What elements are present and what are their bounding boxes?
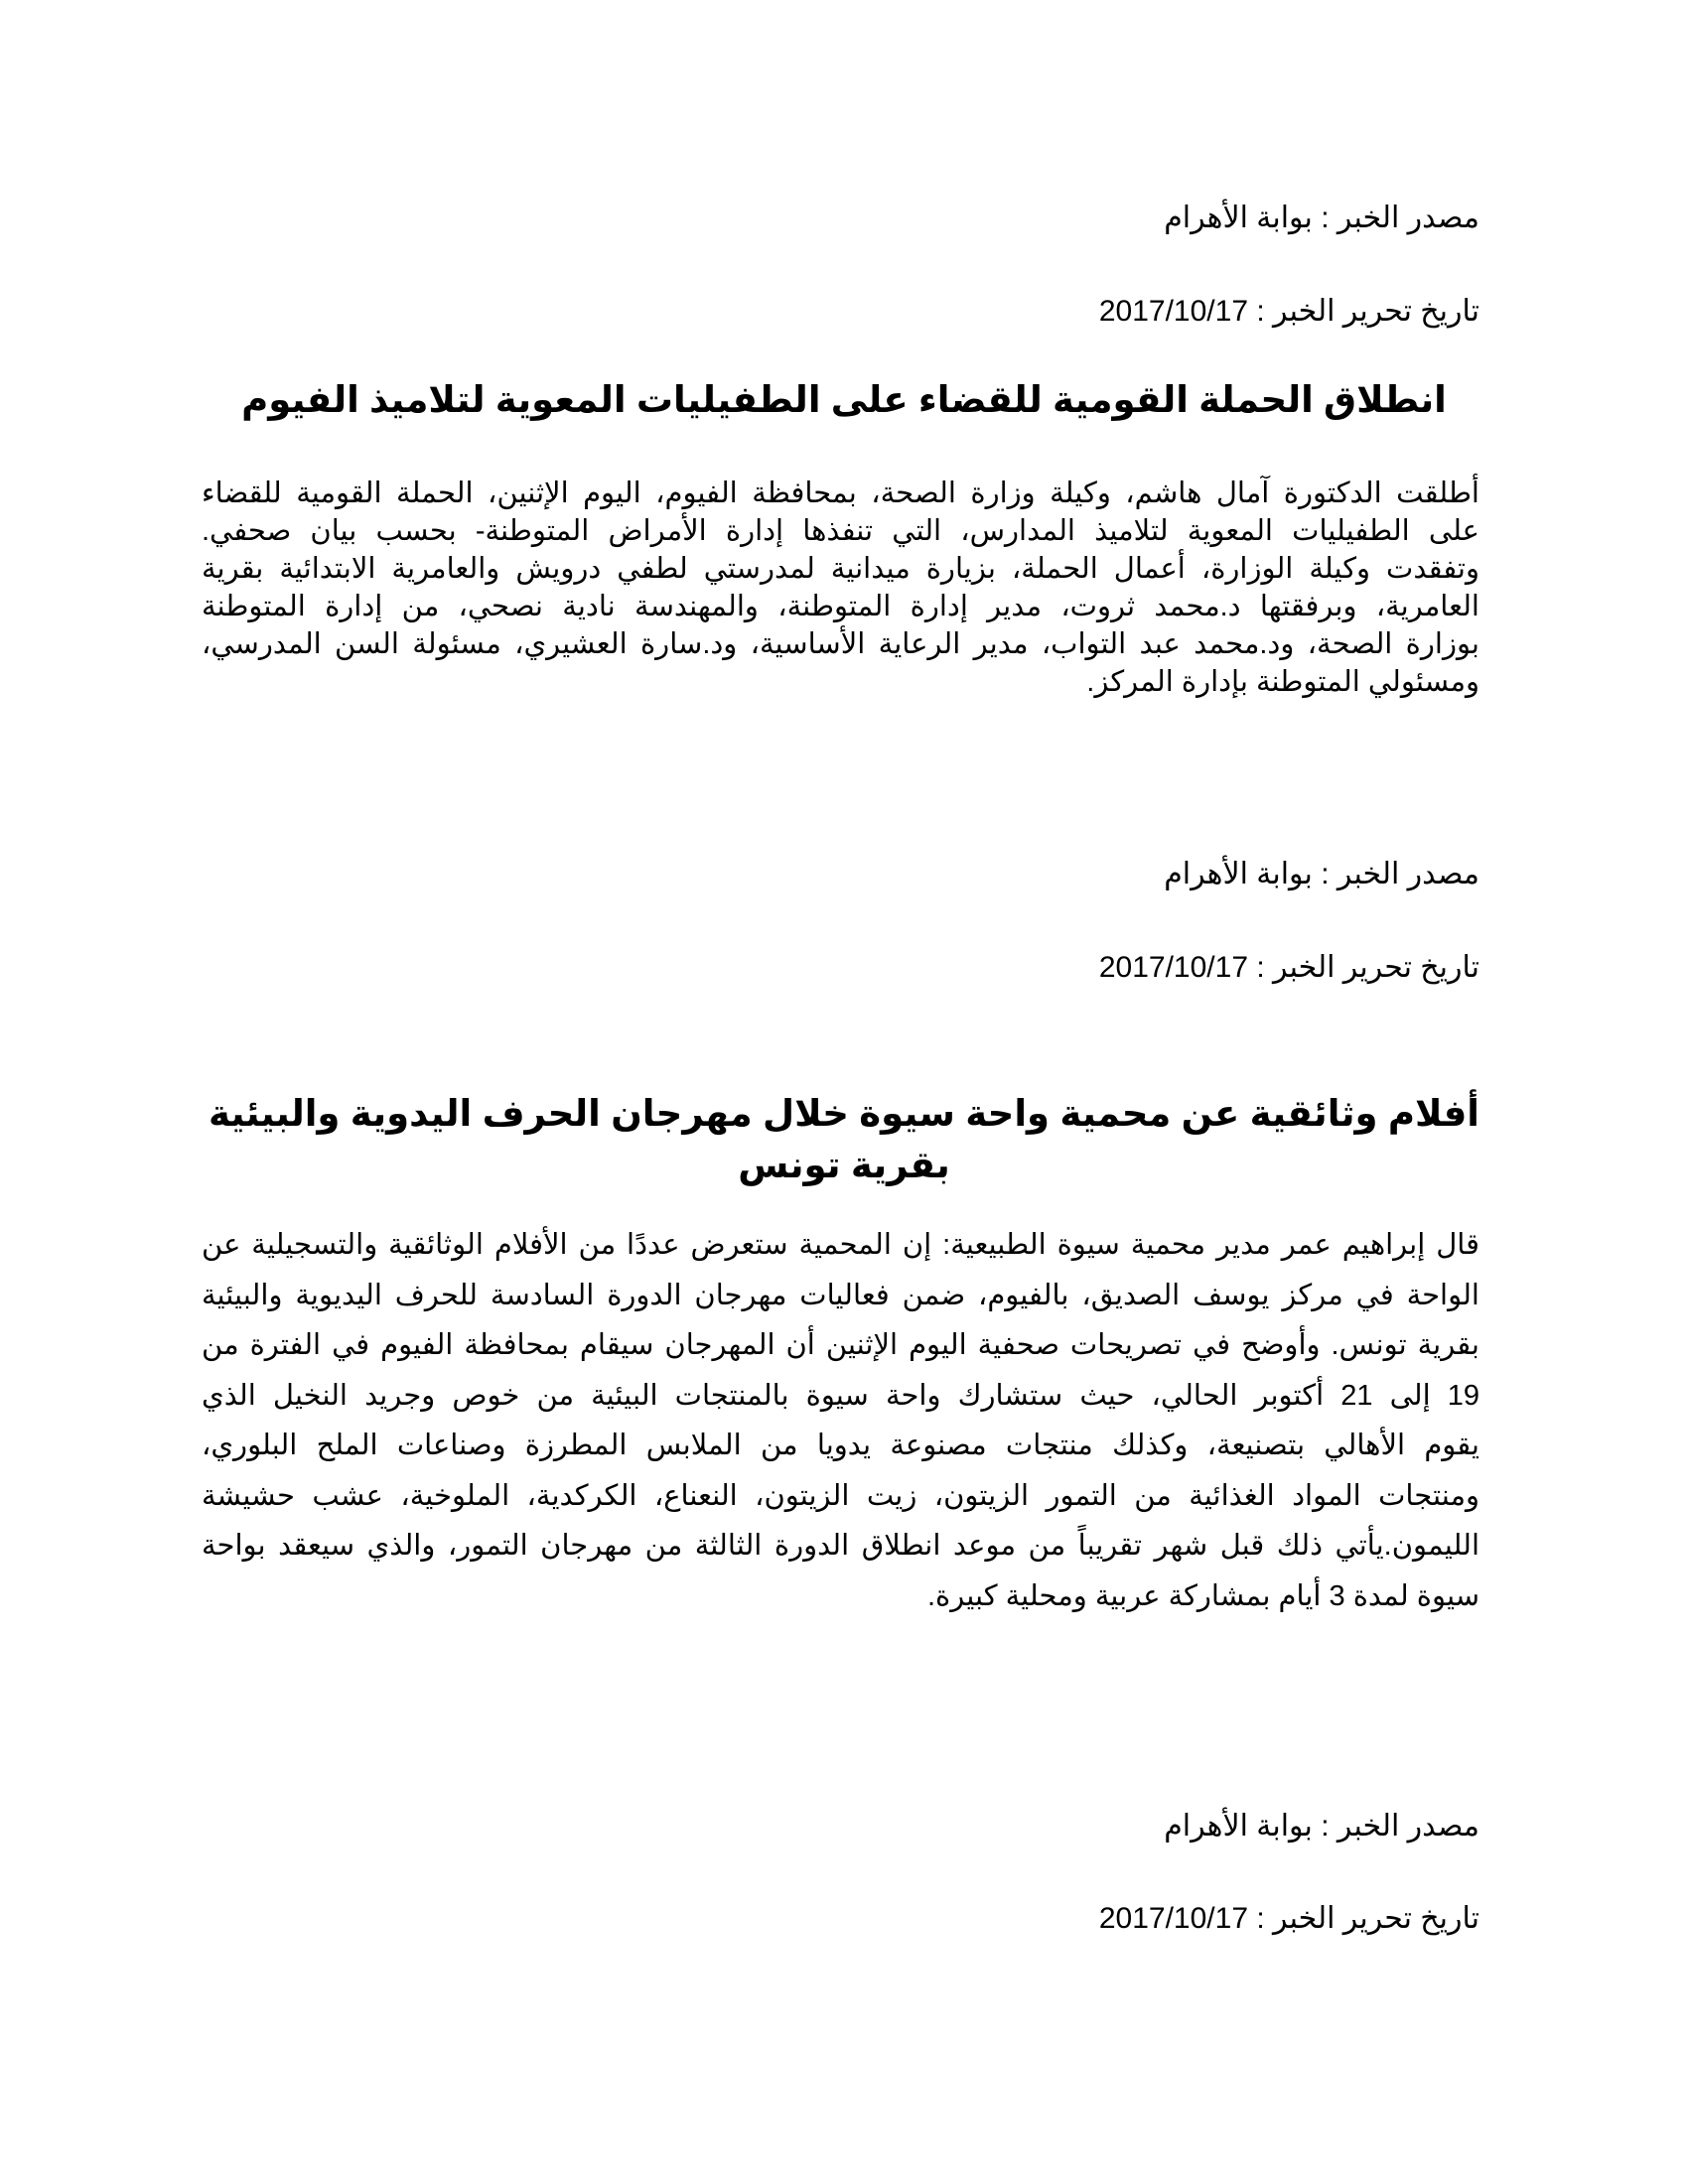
news-date-label: تاريخ تحرير الخبر : xyxy=(1248,1902,1479,1935)
article-body-line: بوزارة الصحة، ود.محمد عبد التواب، مدير الرعاية الأساسية، ود.سارة العشيري، مسئولة السن المدرسي، xyxy=(202,628,1479,660)
news-date-label: تاريخ تحرير الخبر : xyxy=(1248,295,1479,328)
news-date-label: تاريخ تحرير الخبر : xyxy=(1248,951,1479,984)
article-body-line: الواحة في مركز يوسف الصديق، بالفيوم، ضمن فعاليات مهرجان الدورة السادسة للحرف اليديوية والبيئية xyxy=(202,1279,1479,1311)
news-date-line xyxy=(1099,1899,1479,1939)
news-source-line xyxy=(1164,199,1479,238)
article-body-line: على الطفيليات المعوية لتلاميذ المدارس، التي تنفذها إدارة الأمراض المتوطنة- بحسب بيان صحفي. xyxy=(202,515,1479,547)
article-body xyxy=(202,1220,1479,1621)
article-body-line: بقرية تونس. وأوضح في تصريحات صحفية اليوم الإثنين أن المهرجان سيقام بمحافظة الفيوم في الفترة من xyxy=(202,1329,1479,1361)
article-body-line: يقوم الأهالي بتصنيعة، وكذلك منتجات مصنوعة يدويا من الملابس المطرزة وصناعات الملح البلوري، xyxy=(202,1430,1479,1461)
article-body-line: ومسئولي المتوطنة بإدارة المركز. xyxy=(1086,666,1479,698)
article-body-line: 19 إلى 21 أكتوبر الحالي، حيث ستشارك واحة سيوة بالمنتجات البيئية من خوص وجريد النخيل الذي xyxy=(202,1379,1479,1412)
article-body-line: قال إبراهيم عمر مدير محمية سيوة الطبيعية: إن المحمية ستعرض عددًا من الأفلام الوثائقية والتسجيلية عن xyxy=(202,1229,1479,1261)
news-date-value: 2017/10/17 xyxy=(1098,951,1249,984)
article-body-line: وتفقدت وكيلة الوزارة، أعمال الحملة، بزيارة ميدانية لمدرستي لطفي درويش والعامرية الابتدائية بقرية xyxy=(202,553,1479,585)
article-body-line: سيوة لمدة 3 أيام بمشاركة عربية ومحلية كبيرة. xyxy=(927,1579,1479,1612)
news-date-line xyxy=(1099,292,1479,332)
news-source-value: بوابة الأهرام xyxy=(1164,202,1313,234)
article-body-line: الليمون.يأتي ذلك قبل شهر تقريباً من موعد انطلاق الدورة الثالثة من مهرجان التمور، والذي سيعقد بواحة xyxy=(202,1530,1479,1562)
news-source-value: بوابة الأهرام xyxy=(1164,1810,1313,1843)
article-body-line: العامرية، وبرفقتها د.محمد ثروت، مدير إدارة المتوطنة، والمهندسة نادية نصحي، من إدارة المتوطنة xyxy=(202,591,1479,622)
news-date-value: 2017/10/17 xyxy=(1098,1902,1249,1935)
news-date-line xyxy=(1099,948,1479,988)
news-date-value: 2017/10/17 xyxy=(1098,295,1249,328)
news-source-value: بوابة الأهرام xyxy=(1164,858,1313,890)
news-source-line xyxy=(1164,855,1479,894)
news-source-line xyxy=(1164,1807,1479,1846)
article-body-line: أطلقت الدكتورة آمال هاشم، وكيلة وزارة الصحة، بمحافظة الفيوم، اليوم الإثنين، الحملة القومية للقضاء xyxy=(202,478,1479,509)
article-body xyxy=(202,475,1479,701)
article-body-line: ومنتجات المواد الغذائية من التمور الزيتون، زيت الزيتون، النعناع، الكركدية، الملوخية، عشب حشيشة xyxy=(202,1479,1479,1512)
news-source-label: مصدر الخبر : xyxy=(1312,202,1479,234)
article-title: أفلام وثائقية عن محمية واحة سيوة خلال مهرجان الحرف اليدوية والبيئية بقرية تونس xyxy=(209,1093,1479,1185)
article-title: انطلاق الحملة القومية للقضاء على الطفيليات المعوية لتلاميذ الفيوم xyxy=(241,379,1447,420)
news-source-label: مصدر الخبر : xyxy=(1312,1810,1479,1843)
news-source-label: مصدر الخبر : xyxy=(1312,858,1479,890)
